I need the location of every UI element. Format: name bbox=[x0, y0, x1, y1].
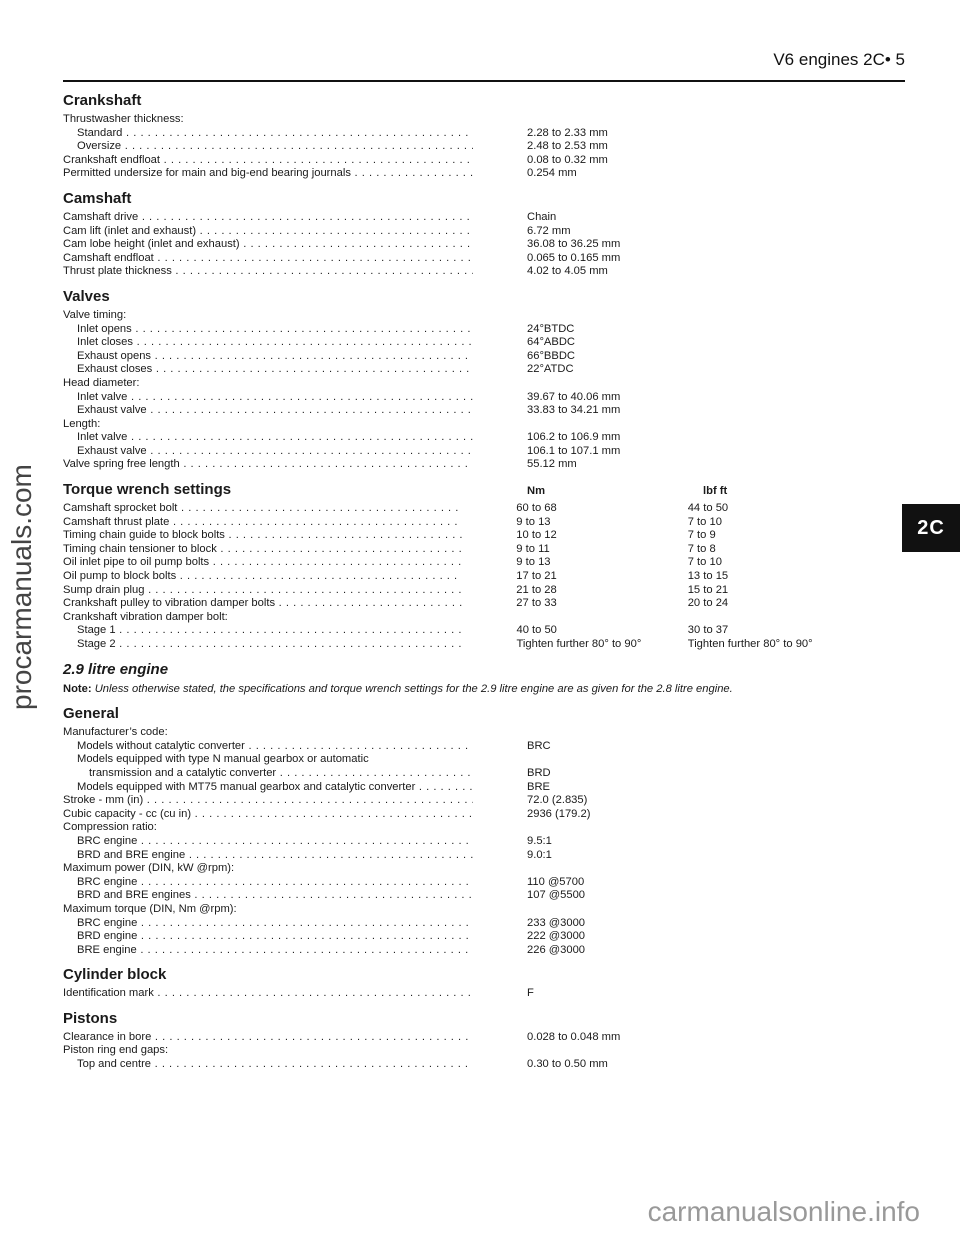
spec-row bbox=[63, 445, 863, 459]
spec-label: Camshaft endfloat . . . bbox=[63, 252, 473, 266]
spec-label: Oil inlet pipe to oil pump bolts . . . bbox=[63, 556, 462, 570]
spec-row bbox=[63, 529, 863, 543]
value-nm: 17 to 21 bbox=[516, 570, 557, 583]
spec-row bbox=[63, 740, 863, 754]
spec-row bbox=[63, 556, 863, 570]
spec-row bbox=[63, 849, 863, 863]
spec-value bbox=[473, 903, 703, 917]
spec-value: 4.02 to 4.05 mm bbox=[527, 265, 608, 278]
spec-content bbox=[63, 92, 863, 1072]
spec-row bbox=[63, 624, 863, 638]
crankshaft-rows bbox=[63, 113, 863, 181]
spec-row bbox=[63, 140, 863, 154]
spec-value: 0.08 to 0.32 mm bbox=[527, 153, 608, 166]
spec-row bbox=[63, 225, 863, 239]
spec-label: BRC engine . . . bbox=[63, 917, 473, 931]
spec-row bbox=[63, 252, 863, 266]
spec-row bbox=[63, 917, 863, 931]
general-rows bbox=[63, 726, 863, 957]
spec-label: BRC engine . . . bbox=[63, 835, 473, 849]
spec-row bbox=[63, 638, 863, 652]
value-nm: 21 to 28 bbox=[516, 583, 557, 596]
spec-value: 72.0 (2.835) bbox=[527, 794, 588, 807]
spec-row bbox=[63, 431, 863, 445]
spec-row bbox=[63, 363, 863, 377]
value-lbf: 44 to 50 bbox=[687, 502, 729, 515]
spec-value: 2936 (179.2) bbox=[527, 807, 591, 820]
spec-row bbox=[63, 238, 863, 252]
value-nm: 60 to 68 bbox=[516, 502, 557, 515]
spec-label: Cam lift (inlet and exhaust) . . . bbox=[63, 225, 473, 239]
spec-label: BRD engine . . . bbox=[63, 930, 473, 944]
spec-label: Identification mark . . . bbox=[63, 987, 473, 1001]
spec-value bbox=[473, 1044, 703, 1058]
spec-label: BRC engine . . . bbox=[63, 876, 473, 890]
spec-label: Models equipped with type N manual gearbox or automatic bbox=[77, 753, 369, 766]
spec-label: Inlet valve . . . bbox=[63, 391, 473, 405]
spec-value bbox=[473, 726, 703, 740]
spec-label: Permitted undersize for main and big-end bearing journals . . . bbox=[63, 167, 473, 181]
spec-label: Piston ring end gaps: bbox=[63, 1044, 169, 1057]
spec-label: Manufacturer’s code: bbox=[63, 726, 168, 739]
valves-rows bbox=[63, 309, 863, 472]
spec-label: Stroke - mm (in) . . . bbox=[63, 794, 473, 808]
spec-label: BRE engine . . . bbox=[63, 944, 473, 958]
note-text: Unless otherwise stated, the specifications and torque wrench settings for the 2.9 litre engine are as given for the 2.8 litre engine. bbox=[94, 682, 733, 695]
value-lbf: 15 to 21 bbox=[687, 583, 729, 596]
spec-value bbox=[473, 418, 703, 432]
spec-label: Inlet opens . . . bbox=[63, 323, 473, 337]
spec-label: Stage 1 . . . bbox=[63, 624, 462, 638]
section-title-crankshaft: Crankshaft bbox=[63, 92, 142, 109]
spec-value: 55.12 mm bbox=[527, 458, 577, 471]
note bbox=[63, 683, 863, 697]
spec-row bbox=[63, 781, 863, 795]
spec-value: 110 @5700 bbox=[527, 875, 585, 888]
spec-label: Exhaust opens . . . bbox=[63, 350, 473, 364]
spec-value: 24°BTDC bbox=[527, 322, 575, 335]
value-lbf: 7 to 9 bbox=[687, 529, 716, 542]
spec-label: Compression ratio: bbox=[63, 821, 157, 834]
watermark-left: procarmanuals.com bbox=[6, 464, 37, 710]
spec-label: Exhaust valve . . . bbox=[63, 404, 473, 418]
spec-value: 6.72 mm bbox=[527, 224, 571, 237]
value-lbf: Tighten further 80° to 90° bbox=[687, 638, 813, 650]
value-nm: 40 to 50 bbox=[516, 624, 557, 637]
spec-row bbox=[63, 808, 863, 822]
value-nm: Tighten further 80° to 90° bbox=[516, 638, 642, 650]
spec-row bbox=[63, 377, 863, 391]
spec-value: BRE bbox=[527, 780, 551, 793]
spec-row bbox=[63, 876, 863, 890]
note-label: Note: bbox=[63, 682, 92, 695]
spec-label: Standard . . . bbox=[63, 127, 473, 141]
spec-value: 9.0:1 bbox=[527, 848, 552, 861]
spec-label: Head diameter: bbox=[63, 376, 140, 389]
watermark-bottom: carmanualsonline.info bbox=[647, 1196, 920, 1227]
spec-label: Cubic capacity - cc (cu in) . . . bbox=[63, 808, 473, 822]
spec-value: 2.28 to 2.33 mm bbox=[527, 126, 608, 139]
spec-label: Models equipped with MT75 manual gearbox and catalytic converter . . . bbox=[63, 781, 473, 795]
spec-value bbox=[473, 821, 703, 835]
section-title-torque: Torque wrench settings bbox=[63, 481, 232, 499]
spec-label: Stage 2 . . . bbox=[63, 638, 462, 652]
spec-row bbox=[63, 350, 863, 364]
chapter-tab: 2C bbox=[902, 504, 960, 552]
section-title-general: General bbox=[63, 705, 119, 723]
spec-value: 39.67 to 40.06 mm bbox=[527, 390, 621, 403]
value-nm: 9 to 13 bbox=[516, 556, 551, 569]
spec-value: 66°BBDC bbox=[527, 349, 576, 362]
value-nm: 10 to 12 bbox=[516, 529, 557, 542]
value-lbf: 20 to 24 bbox=[687, 597, 729, 610]
spec-label: Valve spring free length . . . bbox=[63, 458, 473, 472]
spec-value: Chain bbox=[527, 210, 557, 223]
section-title-2-9-litre: 2.9 litre engine bbox=[63, 660, 169, 678]
spec-label: Timing chain tensioner to block . . . bbox=[63, 543, 462, 557]
spec-row bbox=[63, 726, 863, 740]
spec-row bbox=[63, 391, 863, 405]
spec-row bbox=[63, 1031, 863, 1045]
page-header-title: V6 engines 2C• 5 bbox=[773, 50, 905, 69]
column-header-lbf: lbf ft bbox=[703, 485, 728, 498]
spec-label: Clearance in bore . . . bbox=[63, 1031, 473, 1045]
torque-rows bbox=[63, 502, 863, 652]
value-nm: 27 to 33 bbox=[516, 597, 557, 610]
spec-value bbox=[473, 753, 703, 767]
value-lbf: 30 to 37 bbox=[687, 624, 729, 637]
section-title-pistons: Pistons bbox=[63, 1009, 118, 1027]
value-lbf: 7 to 10 bbox=[687, 556, 722, 569]
spec-value: 22°ATDC bbox=[527, 363, 574, 376]
spec-row bbox=[63, 862, 863, 876]
spec-row bbox=[63, 543, 863, 557]
spec-value: 106.1 to 107.1 mm bbox=[527, 444, 621, 457]
header-rule bbox=[63, 80, 905, 82]
spec-label: Oversize . . . bbox=[63, 140, 473, 154]
spec-value: BRC bbox=[527, 739, 551, 752]
spec-value: 2.48 to 2.53 mm bbox=[527, 140, 608, 153]
spec-value: 9.5:1 bbox=[527, 834, 552, 847]
value-nm bbox=[462, 611, 687, 625]
spec-row bbox=[63, 767, 863, 781]
spec-label: Cam lobe height (inlet and exhaust) . . . bbox=[63, 238, 473, 252]
camshaft-rows bbox=[63, 211, 863, 279]
spec-row bbox=[63, 753, 863, 767]
spec-row bbox=[63, 127, 863, 141]
spec-row bbox=[63, 930, 863, 944]
spec-row bbox=[63, 1058, 863, 1072]
spec-label: Length: bbox=[63, 417, 101, 430]
spec-row bbox=[63, 502, 863, 516]
spec-label: Crankshaft pulley to vibration damper bolts . . . bbox=[63, 597, 462, 611]
value-lbf: 7 to 10 bbox=[687, 515, 722, 528]
spec-row bbox=[63, 987, 863, 1001]
spec-row bbox=[63, 211, 863, 225]
spec-label: Valve timing: bbox=[63, 308, 127, 321]
spec-label: Models without catalytic converter . . . bbox=[63, 740, 473, 754]
spec-label: BRD and BRE engines . . . bbox=[63, 889, 473, 903]
spec-value bbox=[473, 113, 703, 127]
spec-value: 107 @5500 bbox=[527, 889, 586, 902]
value-lbf bbox=[688, 611, 863, 625]
spec-label: Top and centre . . . bbox=[63, 1058, 473, 1072]
spec-value: 226 @3000 bbox=[527, 943, 586, 956]
spec-value: 222 @3000 bbox=[527, 930, 586, 943]
spec-value bbox=[473, 309, 703, 323]
torque-header bbox=[63, 472, 863, 502]
spec-value: 33.83 to 34.21 mm bbox=[527, 404, 621, 417]
spec-label: Inlet valve . . . bbox=[63, 431, 473, 445]
spec-row bbox=[63, 336, 863, 350]
spec-row bbox=[63, 835, 863, 849]
spec-value: 0.254 mm bbox=[527, 167, 577, 180]
section-title-camshaft: Camshaft bbox=[63, 189, 132, 207]
spec-value: 106.2 to 106.9 mm bbox=[527, 431, 621, 444]
spec-value: 0.30 to 0.50 mm bbox=[527, 1058, 608, 1071]
pistons-rows bbox=[63, 1031, 863, 1072]
section-title-cylinder-block: Cylinder block bbox=[63, 966, 167, 984]
spec-value: BRD bbox=[527, 766, 551, 779]
spec-row bbox=[63, 154, 863, 168]
cylinder-block-rows bbox=[63, 987, 863, 1001]
spec-label: Oil pump to block bolts . . . bbox=[63, 570, 462, 584]
spec-value: 233 @3000 bbox=[527, 916, 586, 929]
spec-label: Sump drain plug . . . bbox=[63, 584, 462, 598]
spec-value bbox=[473, 377, 703, 391]
spec-label: transmission and a catalytic converter . . . bbox=[63, 767, 473, 781]
spec-row bbox=[63, 458, 863, 472]
spec-row bbox=[63, 889, 863, 903]
spec-row bbox=[63, 113, 863, 127]
spec-label: Timing chain guide to block bolts . . . bbox=[63, 529, 462, 543]
spec-row bbox=[63, 794, 863, 808]
spec-row bbox=[63, 1044, 863, 1058]
spec-value: 0.028 to 0.048 mm bbox=[527, 1030, 621, 1043]
spec-label: Camshaft sprocket bolt . . . bbox=[63, 502, 462, 516]
spec-value: 36.08 to 36.25 mm bbox=[527, 238, 621, 251]
spec-label: Camshaft thrust plate . . . bbox=[63, 516, 462, 530]
spec-row bbox=[63, 903, 863, 917]
spec-label: Thrustwasher thickness: bbox=[63, 113, 184, 125]
spec-row bbox=[63, 418, 863, 432]
value-nm: 9 to 13 bbox=[516, 515, 551, 528]
spec-row bbox=[63, 944, 863, 958]
spec-label: Maximum power (DIN, kW @rpm): bbox=[63, 862, 235, 875]
value-lbf: 7 to 8 bbox=[687, 542, 716, 555]
spec-label: Exhaust valve . . . bbox=[63, 445, 473, 459]
spec-label: Exhaust closes . . . bbox=[63, 363, 473, 377]
spec-row bbox=[63, 309, 863, 323]
spec-label: Inlet closes . . . bbox=[63, 336, 473, 350]
spec-row bbox=[63, 821, 863, 835]
spec-label: Crankshaft vibration damper bolt: bbox=[63, 610, 228, 623]
spec-value: F bbox=[527, 987, 534, 1000]
spec-row bbox=[63, 167, 863, 181]
value-nm: 9 to 11 bbox=[516, 542, 550, 555]
spec-row bbox=[63, 570, 863, 584]
spec-label: Maximum torque (DIN, Nm @rpm): bbox=[63, 902, 237, 915]
spec-label: Thrust plate thickness . . . bbox=[63, 265, 473, 279]
spec-row bbox=[63, 584, 863, 598]
spec-row bbox=[63, 265, 863, 279]
spec-value: 0.065 to 0.165 mm bbox=[527, 251, 621, 264]
spec-row bbox=[63, 404, 863, 418]
section-title-valves: Valves bbox=[63, 287, 110, 305]
spec-label: Camshaft drive . . . bbox=[63, 211, 473, 225]
spec-row bbox=[63, 516, 863, 530]
column-header-nm: Nm bbox=[527, 485, 546, 498]
spec-label: BRD and BRE engine . . . bbox=[63, 849, 473, 863]
spec-row bbox=[63, 323, 863, 337]
spec-value bbox=[473, 862, 703, 876]
spec-row bbox=[63, 611, 863, 625]
spec-value: 64°ABDC bbox=[527, 336, 576, 349]
value-lbf: 13 to 15 bbox=[687, 570, 729, 583]
spec-row bbox=[63, 597, 863, 611]
spec-label: Crankshaft endfloat . . . bbox=[63, 154, 473, 168]
